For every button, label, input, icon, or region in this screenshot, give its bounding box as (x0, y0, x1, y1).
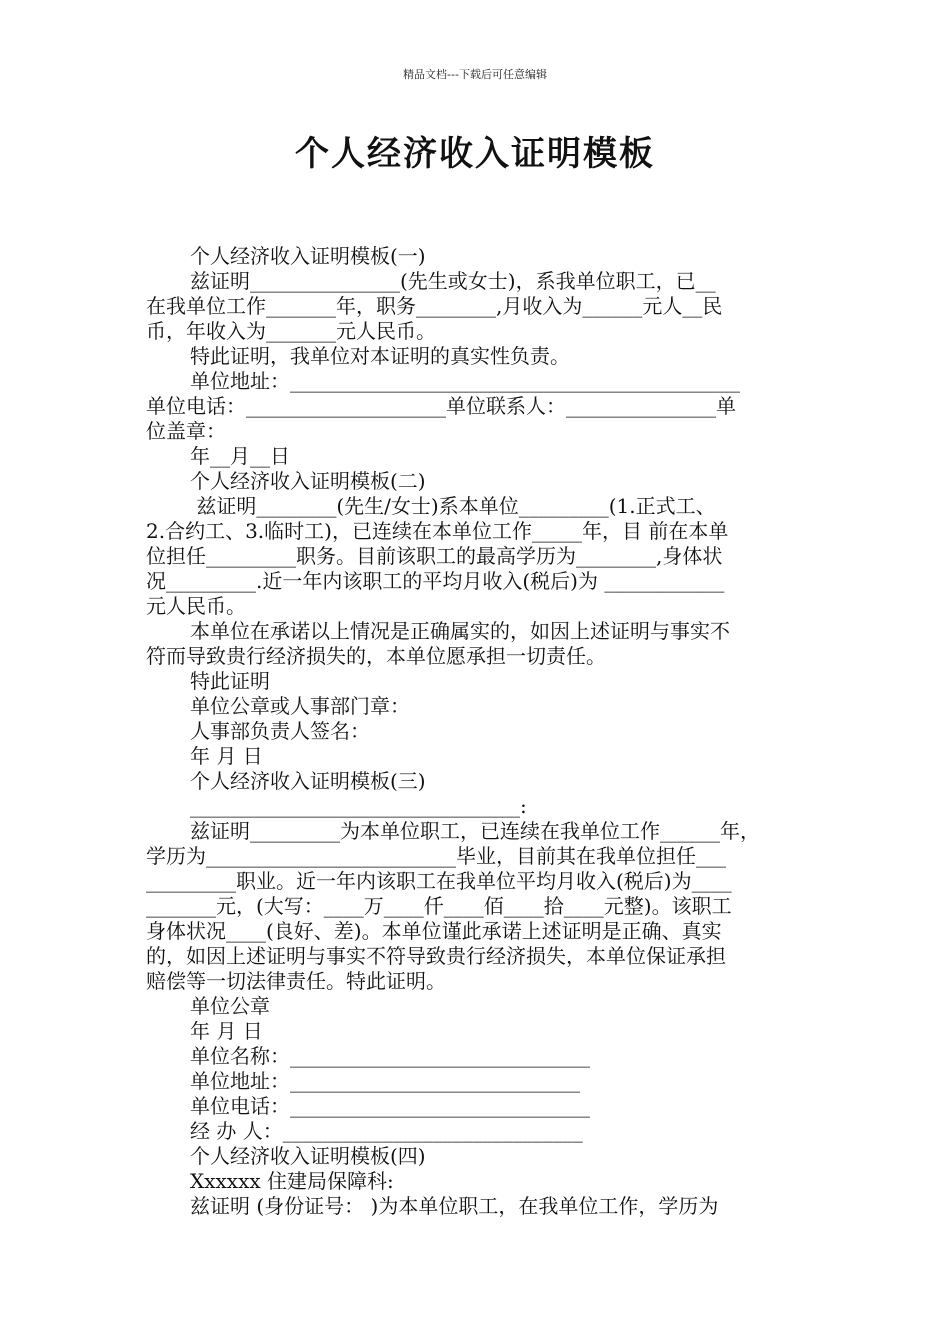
document-title: 个人经济收入证明模板 (295, 134, 655, 174)
text-line: 身体状况____(良好、差)。本单位谨此承诺上述证明是正确、真实 (146, 919, 722, 943)
text-line: _______元，(大写：____万____仟____佰____拾____元整)。该职工 (146, 894, 732, 918)
text-line: 特此证明 (190, 669, 270, 693)
text-line: 单位电话：______________________________ (190, 1094, 590, 1118)
text-line: 年 月 日 (190, 744, 263, 768)
text-line: 兹证明________(先生/女士)系本单位_________(1.正式工、 (190, 494, 716, 518)
text-line: 单位地址：_____________________________ (190, 1069, 580, 1093)
text-line: 2.合约工、3.临时工)，已连续在本单位工作_____年，目 前在本单 (146, 519, 729, 543)
text-line: 个人经济收入证明模板(四) (190, 1144, 426, 1168)
document-body (146, 244, 808, 1219)
text-line: 单位电话：____________________单位联系人：_______________单 (146, 394, 736, 418)
text-line: 年 月 日 (190, 1019, 263, 1043)
text-line: 元人民币。 (146, 594, 246, 618)
text-line: 符而导致贵行经济损失的，本单位愿承担一切责任。 (146, 644, 606, 668)
text-line: _________________________________: (190, 794, 527, 818)
text-line: _________职业。近一年内该职工在我单位平均月收入(税后)为____ (146, 869, 732, 893)
text-line: 单位公章或人事部门章： (190, 694, 410, 718)
text-line: 兹证明_________为本单位职工，已连续在我单位工作______年， (190, 819, 760, 843)
text-line: 在我单位工作_______年，职务________,月收入为______元人__民 (146, 294, 723, 318)
text-line: 位盖章： (146, 419, 226, 443)
page-header: 精品文档---下载后可任意编辑 (403, 68, 547, 81)
text-line: 学历为_________________________毕业，目前其在我单位担任___ (146, 844, 726, 868)
text-line: Xxxxxx 住建局保障科: (190, 1169, 394, 1193)
text-line: 个人经济收入证明模板(三) (190, 769, 426, 793)
text-line: 经 办 人：______________________________ (190, 1119, 583, 1143)
text-line: 人事部负责人签名： (190, 719, 370, 743)
text-line: 单位名称：______________________________ (190, 1044, 590, 1068)
text-line: 兹证明_______________(先生或女士)，系我单位职工，已__ (190, 269, 716, 293)
text-line: 的，如因上述证明与事实不符导致贵行经济损失，本单位保证承担 (146, 944, 726, 968)
text-line: 单位公章 (190, 994, 270, 1018)
text-line: 币，年收入为_______元人民币。 (146, 319, 436, 343)
text-line: 本单位在承诺以上情况是正确属实的，如因上述证明与事实不 (190, 619, 730, 643)
text-line: 个人经济收入证明模板(一) (190, 244, 426, 268)
text-line: 年__月__日 (190, 444, 290, 468)
text-line: 赔偿等一切法律责任。特此证明。 (146, 969, 446, 993)
text-line: 个人经济收入证明模板(二) (190, 469, 426, 493)
text-line: 况_________.近一年内该职工的平均月收入(税后)为 ____________ (146, 569, 725, 593)
text-line: 兹证明 (身份证号： )为本单位职工，在我单位工作，学历为 (190, 1194, 719, 1218)
text-line: 特此证明，我单位对本证明的真实性负责。 (190, 344, 570, 368)
text-line: 单位地址：_____________________________________________ (190, 369, 740, 393)
text-line: 位担任_________职务。目前该职工的最高学历为________,身体状 (146, 544, 723, 568)
